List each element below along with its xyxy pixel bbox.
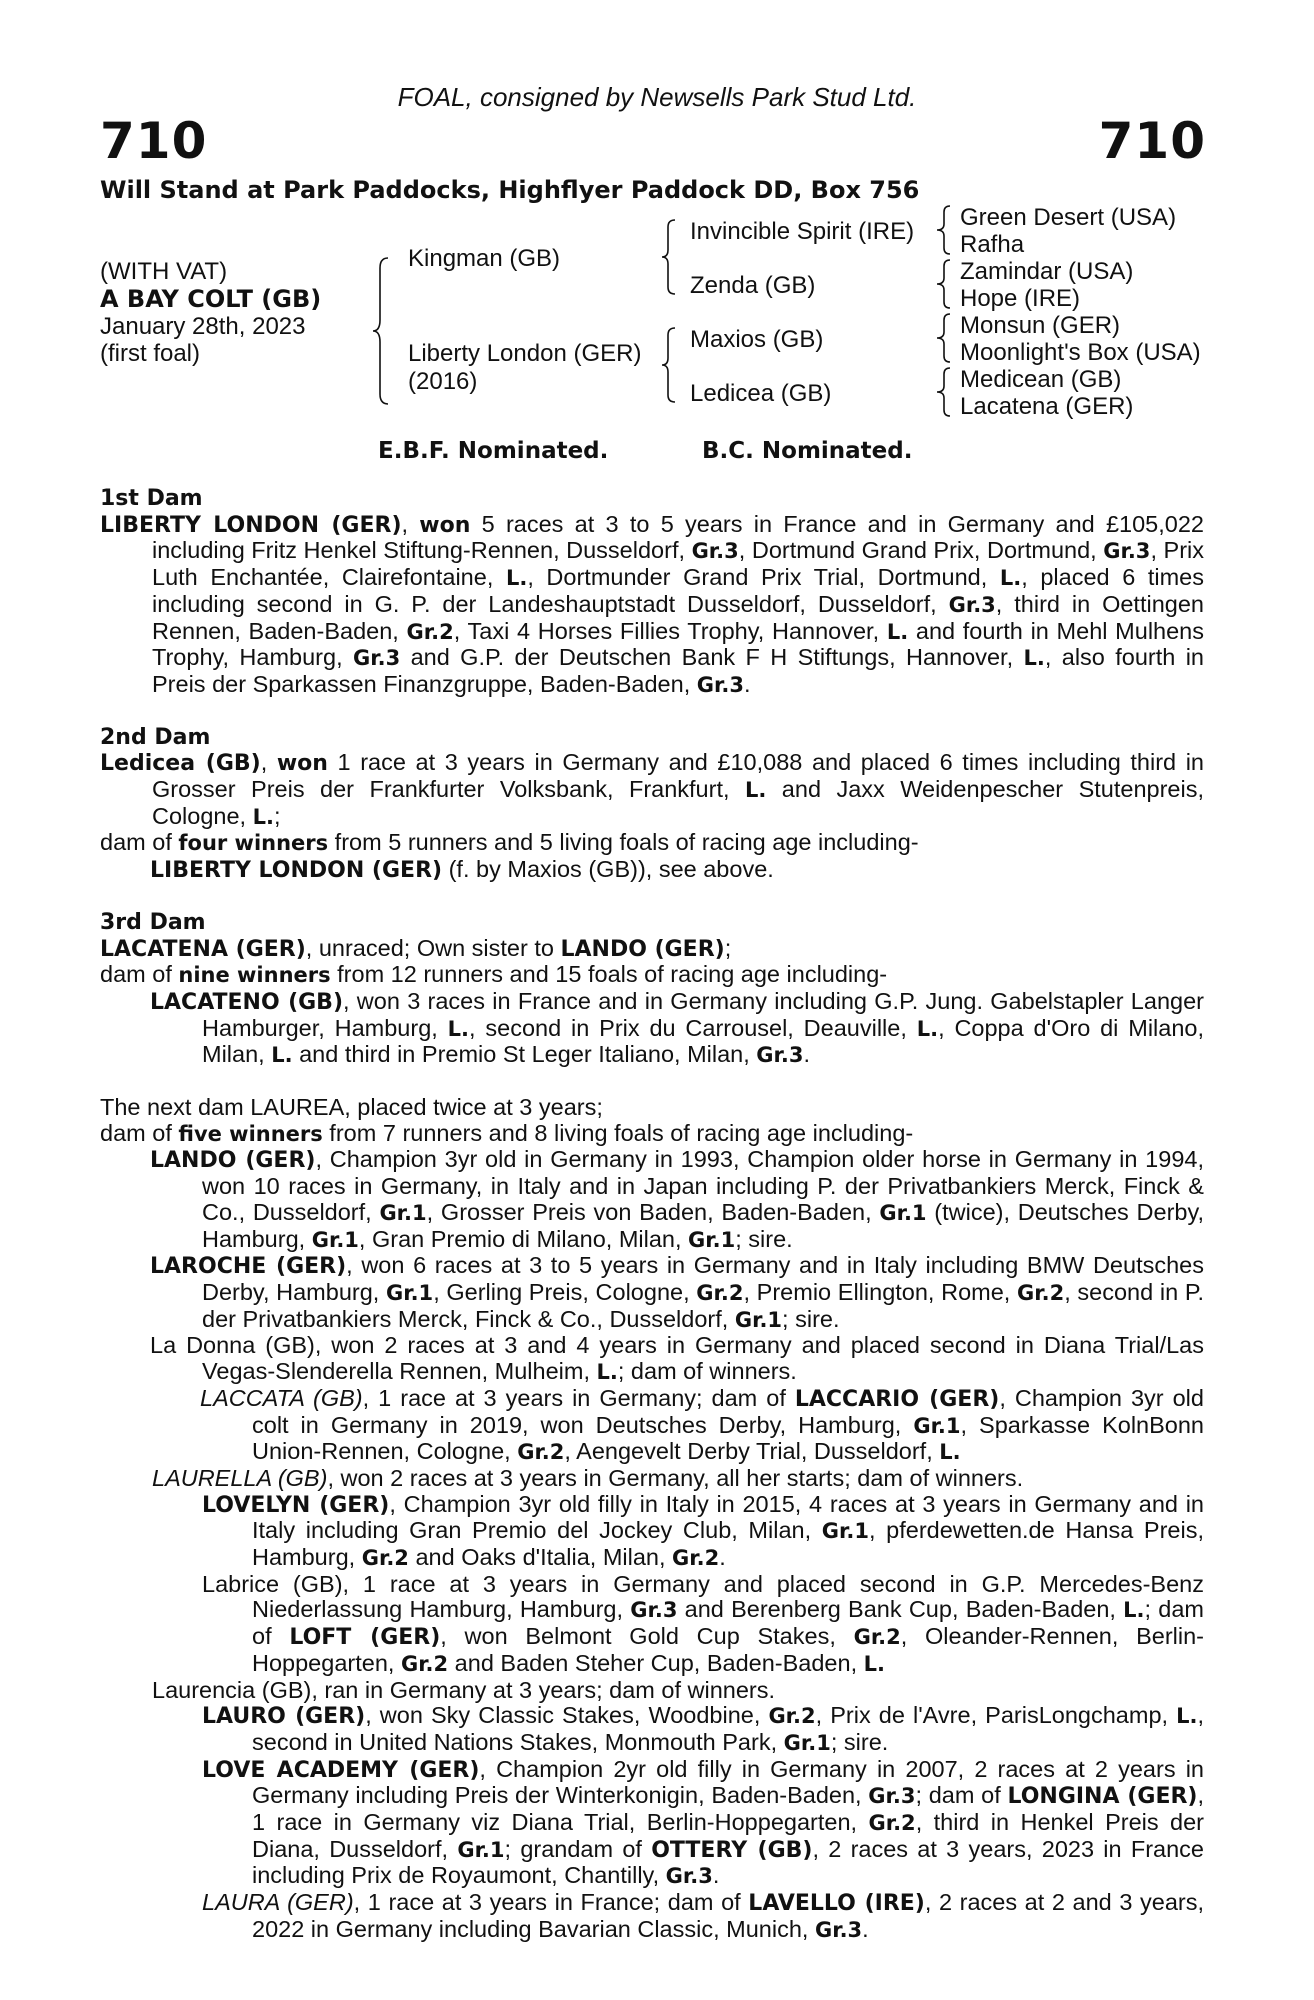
dam1-entry: LIBERTY LONDON (GER), won 5 races at 3 to 5 years in France and in Germany and £105,022 including Fritz Henkel Stiftung-Rennen, Dusseldorf, Gr.3, Dortmund Grand Prix, Dortmund, Gr.3, Prix Luth Enchantée, Clairefontaine, L., Dortmunder Grand Prix Trial, Dortmund, L., placed 6 times including second in G. P. der Landeshauptstadt Dusseldorf, Dusseldorf, Gr.3, third in Oettingen Rennen, Baden-Baden, Gr.2, Taxi 4 Horses Fillies Trophy, Hannover, L. and fourth in Mehl Mulhens Trophy, Hamburg, Gr.3 and G.P. der Deutschen Bank F H Stiftungs, Hannover, L., also fourth in Preis der Sparkassen Finanzgruppe, Baden-Baden, Gr.3.: [100, 510, 1205, 697]
dam3-produce: dam of nine winners from 12 runners and 15 foals of racing age including-: [100, 961, 888, 988]
dam2-produce: dam of four winners from 5 runners and 5 living foals of racing age including-: [100, 829, 919, 856]
pedigree-dam-year: (2016): [408, 368, 478, 395]
pedigree-g3-1: Green Desert (USA): [960, 204, 1177, 231]
progeny-entry: Laurencia (GB), ran in Germany at 3 years; dam of winners.: [152, 1676, 776, 1703]
progeny-entry: LAROCHE (GER), won 6 races at 3 to 5 years in Germany and in Italy including BMW Deutsches Derby, Hamburg, Gr.1, Gerling Preis, Cologne, Gr.2, Premio Ellington, Rome, Gr.2, second in P. der Privatbankiers Merck, Finck & Co., Dusseldorf, Gr.1; sire.: [150, 1252, 1204, 1332]
pedigree-g2-3: Maxios (GB): [690, 326, 824, 353]
pedigree-g3-5: Monsun (GER): [960, 312, 1121, 339]
stand-location: Will Stand at Park Paddocks, Highflyer Paddock DD, Box 756: [100, 176, 920, 204]
pedigree-g2-2: Zenda (GB): [690, 272, 816, 299]
section-heading-dam2: 2nd Dam: [100, 724, 211, 750]
pedigree-g2-4: Ledicea (GB): [690, 380, 832, 407]
ebf-nomination: E.B.F. Nominated.: [378, 438, 609, 464]
progeny-entry: LOVELYN (GER), Champion 3yr old filly in Italy in 2015, 4 races at 3 years in Germany and in Italy including Gran Premio del Jockey Club, Milan, Gr.1, pferdewetten.de Hansa Preis, Hamburg, Gr.2 and Oaks d'Italia, Milan, Gr.2.: [202, 1490, 1204, 1571]
pedigree-g3-2: Rafha: [960, 231, 1025, 258]
next-dam-produce: dam of five winners from 7 runners and 8 living foals of racing age including-: [100, 1119, 914, 1146]
pedigree-brace-g3-3: [934, 312, 954, 364]
bc-nomination: B.C. Nominated.: [702, 438, 913, 464]
foaling-date: January 28th, 2023: [100, 313, 306, 340]
foal-note: (first foal): [100, 340, 201, 367]
progeny-entry: LANDO (GER), Champion 3yr old in Germany in 1993, Champion older horse in Germany in 1994, won 10 races in Germany, in Italy and in Japan including P. der Privatbankiers Merck, Finck & Co., Dusseldorf, Gr.1, Grosser Preis von Baden, Baden-Baden, Gr.1 (twice), Deutsches Derby, Hamburg, Gr.1, Gran Premio di Milano, Milan, Gr.1; sire.: [150, 1146, 1205, 1252]
pedigree-brace-g3-1: [934, 204, 954, 256]
section-heading-dam3: 3rd Dam: [100, 909, 206, 935]
progeny-entry: LACCATA (GB), 1 race at 3 years in Germany; dam of LACCARIO (GER), Champion 3yr old colt in Germany in 2019, won Deutsches Derby, Hamburg, Gr.1, Sparkasse KolnBonn Union-Rennen, Cologne, Gr.2, Aengevelt Derby Trial, Dusseldorf, L.: [200, 1384, 1204, 1465]
vat-note: (WITH VAT): [100, 258, 228, 285]
pedigree-brace-g3-2: [934, 258, 954, 310]
lot-number-left: 710: [100, 112, 208, 170]
pedigree-brace-dam: [659, 326, 679, 404]
pedigree-brace-g3-4: [934, 366, 954, 418]
dam3-intro: LACATENA (GER), unraced; Own sister to LANDO (GER);: [100, 934, 732, 962]
pedigree-brace-main: [370, 256, 392, 406]
pedigree-sire: Kingman (GB): [408, 245, 561, 272]
progeny-entry: La Donna (GB), won 2 races at 3 and 4 years in Germany and placed second in Diana Trial/Las Vegas-Slenderella Rennen, Mulheim, L.; dam of winners.: [150, 1332, 1204, 1385]
pedigree-g3-8: Lacatena (GER): [960, 393, 1134, 420]
pedigree-g3-7: Medicean (GB): [960, 366, 1122, 393]
progeny-entry: LOVE ACADEMY (GER), Champion 2yr old filly in Germany in 2007, 2 races at 2 years in Germany including Preis der Winterkonigin, Baden-Baden, Gr.3; dam of LONGINA (GER), 1 race in Germany viz Diana Trial, Berlin-Hoppegarten, Gr.2, third in Henkel Preis der Diana, Dusseldorf, Gr.1; grandam of OTTERY (GB), 2 races at 3 years, 2023 in France including Prix de Royaumont, Chantilly, Gr.3.: [202, 1755, 1205, 1889]
section-heading-dam1: 1st Dam: [100, 486, 203, 511]
pedigree-g3-3: Zamindar (USA): [960, 258, 1134, 285]
pedigree-g2-1: Invincible Spirit (IRE): [690, 218, 915, 245]
consignor-line: FOAL, consigned by Newsells Park Stud Ltd.: [397, 82, 917, 112]
horse-name: A BAY COLT (GB): [100, 285, 322, 313]
dam2-progeny: LIBERTY LONDON (GER) (f. by Maxios (GB)), see above.: [150, 856, 774, 884]
pedigree-g3-4: Hope (IRE): [960, 285, 1081, 312]
dam3-progeny: LACATENO (GB), won 3 races in France and in Germany including G.P. Jung. Gabelstapler Langer Hamburger, Hamburg, L., second in Prix du Carrousel, Deauville, L., Coppa d'Oro di Milano, Milan, L. and third in Premio St Leger Italiano, Milan, Gr.3.: [150, 987, 1204, 1068]
progeny-entry: Labrice (GB), 1 race at 3 years in Germany and placed second in G.P. Mercedes-Benz Niederlassung Hamburg, Hamburg, Gr.3 and Berenberg Bank Cup, Baden-Baden, L.; dam of LOFT (GER), won Belmont Gold Cup Stakes, Gr.2, Oleander-Rennen, Berlin-Hoppegarten, Gr.2 and Baden Steher Cup, Baden-Baden, L.: [202, 1570, 1204, 1676]
progeny-entry: LAURO (GER), won Sky Classic Stakes, Woodbine, Gr.2, Prix de l'Avre, ParisLongchamp, L., second in United Nations Stakes, Monmouth Park, Gr.1; sire.: [202, 1702, 1204, 1755]
next-dam-intro: The next dam LAUREA, placed twice at 3 years;: [100, 1094, 603, 1121]
lot-number-right: 710: [1098, 112, 1206, 170]
pedigree-brace-sire: [659, 218, 679, 296]
progeny-entry: LAURELLA (GB), won 2 races at 3 years in Germany, all her starts; dam of winners.: [152, 1464, 1024, 1491]
pedigree-g3-6: Moonlight's Box (USA): [960, 339, 1201, 366]
catalogue-body: [100, 486, 1204, 1944]
pedigree-dam: Liberty London (GER): [408, 340, 642, 367]
dam2-entry: Ledicea (GB), won 1 race at 3 years in Germany and £10,088 and placed 6 times including third in Grosser Preis der Frankfurter Volksbank, Frankfurt, L. and Jaxx Weidenpescher Stutenpreis, Cologne, L.;: [100, 749, 1204, 829]
progeny-entry: LAURA (GER), 1 race at 3 years in France; dam of LAVELLO (IRE), 2 races at 2 and 3 years, 2022 in Germany including Bavarian Classic, Munich, Gr.3.: [202, 1889, 1204, 1942]
